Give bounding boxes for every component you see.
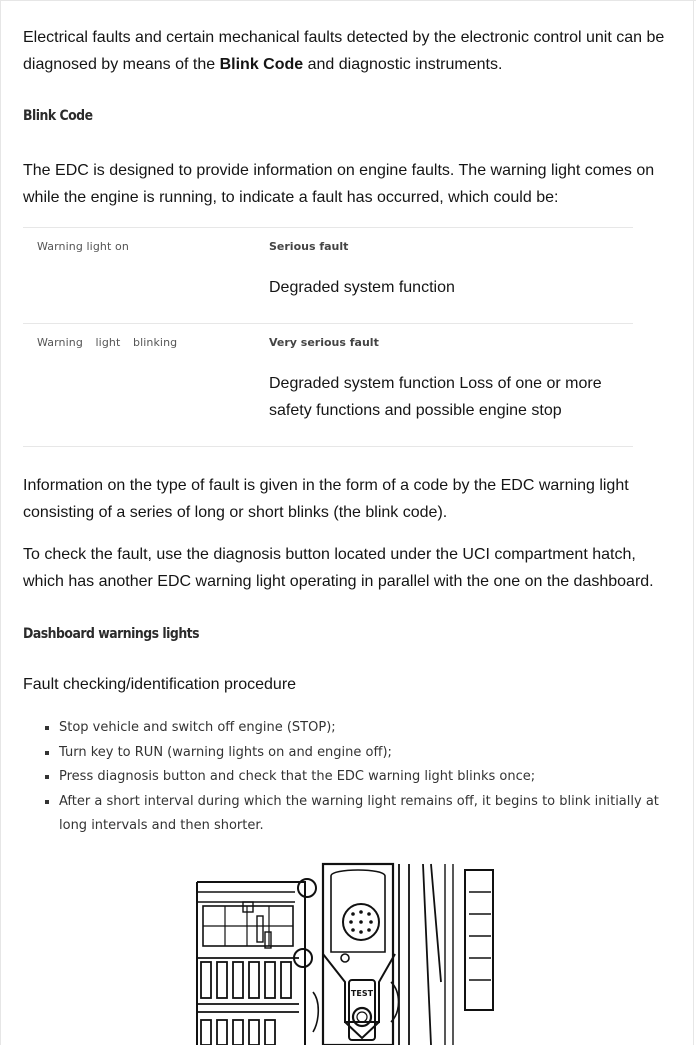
intro-bold-term: Blink Code — [219, 56, 304, 73]
bullet-icon — [45, 775, 49, 779]
right-border — [693, 0, 694, 1045]
table-rule-top — [23, 227, 633, 228]
top-border — [0, 0, 696, 1]
table-rule-middle — [23, 323, 633, 324]
step-item — [23, 741, 683, 766]
step-text: Turn key to RUN (warning lights on and engine off); — [59, 744, 392, 760]
row2-description: Degraded system function Loss of one or more safety functions and possible engine stop — [269, 375, 602, 419]
step-item — [23, 765, 683, 790]
uci-compartment-diagram — [195, 862, 495, 1045]
procedure-steps — [23, 716, 683, 839]
step-item — [23, 790, 683, 839]
relay-row — [197, 958, 299, 1004]
side-bracket — [465, 870, 493, 1010]
bullet-icon — [45, 726, 49, 730]
bullet-icon — [45, 800, 49, 804]
blink-code-heading: Blink Code — [23, 108, 93, 124]
table-rule-bottom — [23, 446, 633, 447]
check-paragraph: To check the fault, use the diagnosis button located under the UCI compartment hatch, which has another EDC warning light operating in parallel with the one on the dashboard. — [23, 546, 654, 590]
intro-paragraph — [23, 24, 673, 78]
step-text: Stop vehicle and switch off engine (STOP); — [59, 720, 336, 735]
dashboard-heading: Dashboard warnings lights — [23, 626, 200, 642]
step-item — [23, 716, 683, 741]
left-border — [0, 0, 1, 1045]
row2-severity: Very serious fault — [269, 336, 379, 349]
connector-housing — [323, 864, 393, 1045]
step-text: After a short interval during which the warning light remains off, it begins to blink initially at long intervals and then shorter. — [59, 793, 659, 833]
row1-state: Warning light on — [37, 240, 129, 253]
row1-description: Degraded system function — [269, 279, 455, 296]
diagnosis-button-icon — [353, 1008, 371, 1026]
pointer-arrow-icon — [323, 954, 395, 1022]
intro-text-before: Electrical faults and certain mechanical faults detected by the electronic control unit can be diagnosed by means of the — [23, 29, 665, 73]
edc-paragraph: The EDC is designed to provide information on engine faults. The warning light comes on while the engine is running, to indicate a fault has occurred, which could be: — [23, 162, 655, 206]
test-label: TEST — [350, 989, 374, 998]
procedure-title: Fault checking/identification procedure — [23, 676, 297, 693]
mount-hole-icon — [298, 879, 316, 897]
row1-severity: Serious fault — [269, 240, 349, 253]
bullet-icon — [45, 751, 49, 755]
info-paragraph: Information on the type of fault is given in the form of a code by the EDC warning light consisting of a series of long or short blinks (the blink code). — [23, 477, 629, 521]
step-text: Press diagnosis button and check that the EDC warning light blinks once; — [59, 769, 536, 784]
intro-text-after: and diagnostic instruments. — [307, 56, 503, 73]
row2-state: Warning light blinking — [37, 336, 178, 349]
